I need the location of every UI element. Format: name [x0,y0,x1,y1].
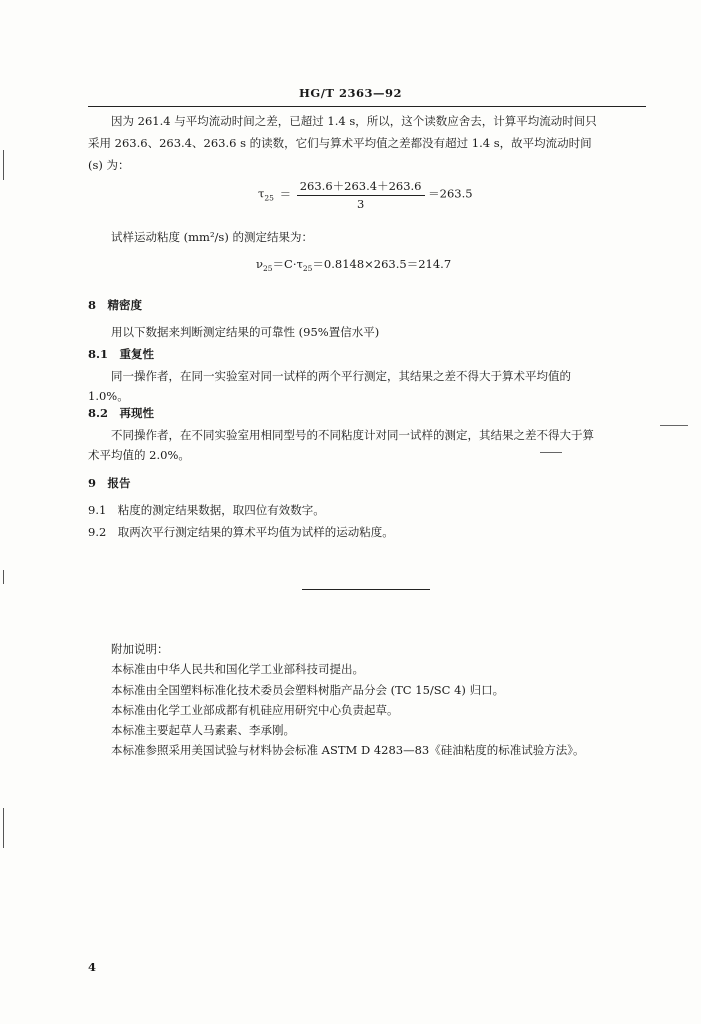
section-8-1-line-2: 1.0%。 [88,389,129,403]
formula1-lhs: τ [258,186,265,201]
intro-line-1: 因为 261.4 与平均流动时间之差，已超过 1.4 s，所以，这个读数应舍去，计算平均流动时间只 [111,114,597,128]
scan-mark [3,570,4,584]
section-8-2-line-1: 不同操作者，在不同实验室用相同型号的不同粘度计对同一试样的测定，其结果之差不得大于算 [111,428,594,442]
document-header: HG/T 2363—92 [299,86,402,100]
notes-line-2: 本标准由全国塑料标准化技术委员会塑料树脂产品分会 (TC 15/SC 4) 归口。 [111,683,505,697]
section-9-title: 9 报告 [88,476,131,490]
notes-line-3: 本标准由化学工业部成都有机硅应用研究中心负责起草。 [111,703,399,717]
formula1-lhs-sub: 25 [264,193,274,203]
formula2-mid: ＝C·τ [272,257,303,271]
scan-mark [3,808,4,848]
section-8-2-title: 8.2 再现性 [88,406,155,420]
section-8-title: 8 精密度 [88,298,143,312]
formula2-mid-sub: 25 [302,264,313,273]
intro-line-2: 采用 263.6、263.4、263.6 s 的读数，它们与算术平均值之差都没有超过 1.4 s，故平均流动时间 [88,136,592,150]
intro-line-3: (s) 为： [88,158,130,172]
formula2-rhs: ＝0.8148×263.5＝214.7 [312,257,452,271]
formula1-numerator: 263.6＋263.4＋263.6 [297,178,425,196]
notes-line-4: 本标准主要起草人马素素、李承刚。 [111,723,295,737]
formula1-denominator: 3 [356,197,365,211]
formula2-lhs-sub: 25 [263,264,273,273]
header-rule [88,106,646,107]
notes-line-1: 本标准由中华人民共和国化学工业部科技司提出。 [111,662,364,676]
viscosity-intro: 试样运动粘度 (mm²/s) 的测定结果为： [111,230,313,244]
section-8-2-line-2: 术平均值的 2.0%。 [88,448,190,462]
scan-speck [540,452,562,453]
scan-speck [660,425,688,426]
notes-line-5: 本标准参照采用美国试验与材料协会标准 ASTM D 4283—83《硅油粘度的标准试验方法》。 [111,743,585,757]
formula-kinematic-viscosity [256,256,451,273]
section-8-1-line-1: 同一操作者，在同一实验室对同一试样的两个平行测定，其结果之差不得大于算术平均值的 [111,369,571,383]
formula2-lhs: ν [256,257,263,271]
section-9-1: 9.1 粘度的测定结果数据，取四位有效数字。 [88,503,325,517]
section-8-1-title: 8.1 重复性 [88,347,155,361]
formula1-fraction [297,178,425,211]
section-9-2: 9.2 取两次平行测定结果的算术平均值为试样的运动粘度。 [88,525,394,539]
section-8-text: 用以下数据来判断测定结果的可靠性 (95%置信水平) [111,325,380,339]
page-number: 4 [88,960,97,974]
formula1-result: ＝263.5 [428,186,473,201]
notes-title: 附加说明： [111,642,169,656]
end-rule [302,589,430,590]
scan-mark [3,150,4,180]
formula-mean-flow-time: $\tau_{25}$ ＝ $\frac{263.6+263.4+263.6}{3}$ ＝263.5 [258,179,473,211]
